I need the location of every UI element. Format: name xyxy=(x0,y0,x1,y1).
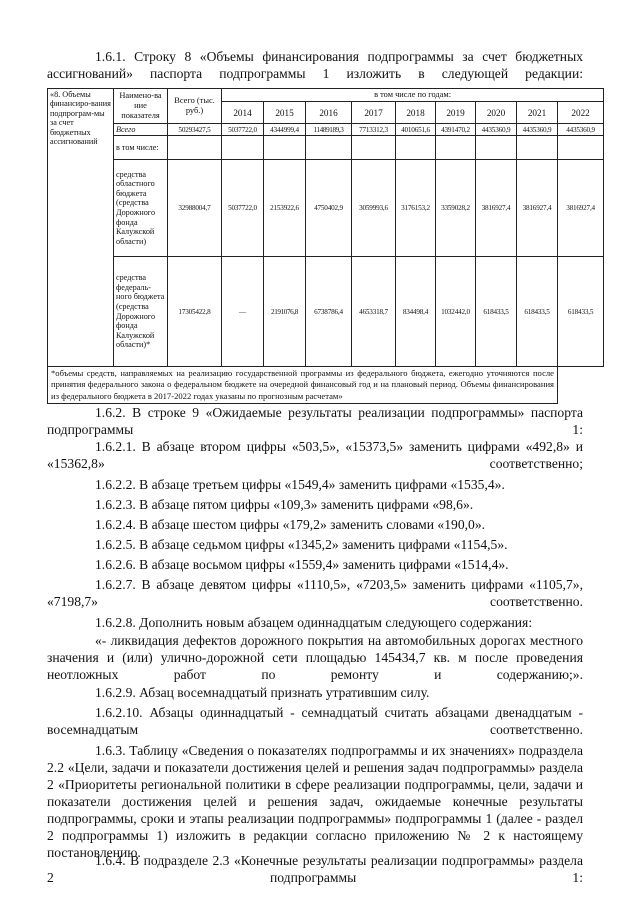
paragraph-1-6-3: 1.6.3. Таблицу «Сведения о показателях подпрограммы и их значениях» подраздела 2.2 «Цели, задачи и показатели достижения целей и решения задач подпрограммы» раздела 2 «Приоритеты региональной политики в сфере реализации подпрограммы, цели, задачи и показатели достижения целей и решения задач, ожидаемые конечные результаты подпрограммы, сроки и этапы реализации подпрограммы» подпрограммы 1 (далее - раздел 2 подпрограммы 1) изложить в редакции согласно приложению № 2 к настоящему постановлению. xyxy=(47,743,583,860)
paragraph-1-6-2-5: 1.6.2.5. В абзаце седьмом цифры «1345,2» заменить цифрами «1154,5». xyxy=(95,537,508,552)
paragraph-1-6-2-3: 1.6.2.3. В абзаце пятом цифры «109,3» заменить цифрами «98,6». xyxy=(95,497,474,512)
row-total-cell: 17305422,8 xyxy=(168,257,222,367)
year-header: 2015 xyxy=(264,102,306,124)
value-cell xyxy=(222,136,264,160)
value-cell: 3816927,4 xyxy=(517,160,558,257)
table-row-federal-budget xyxy=(48,257,604,367)
col-header-name: Наимено-ва ние показателя xyxy=(114,89,168,124)
value-cell xyxy=(264,136,306,160)
row-label-financing: «8. Объемы финансиро-вания подпрограм-мы за счет бюджетных ассигнований xyxy=(48,89,114,367)
year-header: 2019 xyxy=(436,102,476,124)
value-cell xyxy=(476,136,517,160)
value-cell xyxy=(436,136,476,160)
value-cell: 3359028,2 xyxy=(436,160,476,257)
value-cell: 4435360,9 xyxy=(517,124,558,136)
paragraph-1-6-2-1: 1.6.2.1. В абзаце втором цифры «503,5», «15373,5» заменить цифрами «492,8» и «15362,8» соответственно; xyxy=(47,439,583,471)
value-cell xyxy=(306,136,352,160)
paragraph-1-6-2: 1.6.2. В строке 9 «Ожидаемые результаты реализации подпрограммы» паспорта подпрограммы 1: xyxy=(47,405,583,437)
value-cell xyxy=(396,136,436,160)
year-header: 2022 xyxy=(558,102,604,124)
value-cell: 618433,5 xyxy=(517,257,558,367)
paragraph-1-6-1: 1.6.1. Строку 8 «Объемы финансирования подпрограммы за счет бюджетных ассигнований» паспорта подпрограммы 1 изложить в следующей редакции: xyxy=(47,49,583,81)
year-header: 2014 xyxy=(222,102,264,124)
paragraph-1-6-2-4: 1.6.2.4. В абзаце шестом цифры «179,2» заменить словами «190,0». xyxy=(95,517,486,532)
value-cell: 4435360,9 xyxy=(558,124,604,136)
paragraph-1-6-2-8: 1.6.2.8. Дополнить новым абзацем одиннадцатым следующего содержания: xyxy=(95,615,533,630)
value-cell: 2153922,6 xyxy=(264,160,306,257)
paragraph-1-6-2-9: 1.6.2.9. Абзац восемнадцатый признать утратившим силу. xyxy=(95,685,430,700)
paragraph-1-6-2-2: 1.6.2.2. В абзаце третьем цифры «1549,4» заменить цифрами «1535,4». xyxy=(95,477,505,492)
value-cell xyxy=(558,136,604,160)
value-cell: 1032442,0 xyxy=(436,257,476,367)
value-cell: 4750402,9 xyxy=(306,160,352,257)
value-cell: 618433,5 xyxy=(558,257,604,367)
value-cell: 834498,4 xyxy=(396,257,436,367)
row-name: средства областного бюджета (средства Дорожного фонда Калужской области) xyxy=(114,160,168,257)
value-cell: 4391470,2 xyxy=(436,124,476,136)
value-cell: 6738786,4 xyxy=(306,257,352,367)
table-footnote: *объемы средств, направляемых на реализацию государственной программы из федерального бюджета, ежегодно уточняются после принятия федерального закона о федеральном бюджете на очередной финансовый год и на плановый период. Объемы финансирования из федерального бюджета в 2017-2022 годах указаны по прогнозным расчетам» xyxy=(48,367,558,404)
table-row-including xyxy=(48,136,604,160)
value-cell: 3059993,6 xyxy=(352,160,396,257)
value-cell: — xyxy=(222,257,264,367)
value-cell xyxy=(517,136,558,160)
value-cell: 4435360,9 xyxy=(476,124,517,136)
value-cell: 5037722,0 xyxy=(222,160,264,257)
year-header: 2020 xyxy=(476,102,517,124)
table-row-regional-budget xyxy=(48,160,604,257)
year-header: 2017 xyxy=(352,102,396,124)
value-cell: 3816927,4 xyxy=(476,160,517,257)
value-cell: 3816927,4 xyxy=(558,160,604,257)
year-header: 2018 xyxy=(396,102,436,124)
paragraph-1-6-4: 1.6.4. В подразделе 2.3 «Конечные результаты реализации подпрограммы» раздела 2 подпрограммы 1: xyxy=(47,853,583,885)
table-row-total xyxy=(48,124,604,136)
financing-table xyxy=(47,88,604,404)
value-cell: 3176153,2 xyxy=(396,160,436,257)
value-cell: 7713312,3 xyxy=(352,124,396,136)
row-name: средства федераль-ного бюджета (средства Дорожного фонда Калужской области)* xyxy=(114,257,168,367)
row-total-cell: 50293427,5 xyxy=(168,124,222,136)
value-cell: 4344999,4 xyxy=(264,124,306,136)
col-header-total: Всего (тыс. руб.) xyxy=(168,89,222,124)
row-total-cell xyxy=(168,136,222,160)
paragraph-1-6-2-10: 1.6.2.10. Абзацы одиннадцатый - семнадцатый считать абзацами двенадцатым - восемнадцатым соответственно. xyxy=(47,705,583,737)
quoted-new-paragraph: «- ликвидация дефектов дорожного покрытия на автомобильных дорогах местного значения и (или) улично-дорожной сети площадью 145434,7 кв. м после проведения неотложных работ по ремонту и содержанию;». xyxy=(47,633,583,682)
year-header: 2021 xyxy=(517,102,558,124)
value-cell: 4010651,6 xyxy=(396,124,436,136)
value-cell: 5037722,0 xyxy=(222,124,264,136)
year-header: 2016 xyxy=(306,102,352,124)
row-name: в том числе: xyxy=(114,136,168,160)
value-cell: 2191076,8 xyxy=(264,257,306,367)
paragraph-1-6-2-7: 1.6.2.7. В абзаце девятом цифры «1110,5», «7203,5» заменить цифрами «1105,7», «7198,7» соответственно. xyxy=(47,577,583,609)
value-cell: 618433,5 xyxy=(476,257,517,367)
paragraph-1-6-2-6: 1.6.2.6. В абзаце восьмом цифры «1559,4» заменить цифрами «1514,4». xyxy=(95,557,509,572)
row-name: Всего xyxy=(114,124,168,136)
col-header-years-group: в том числе по годам: xyxy=(222,89,604,102)
value-cell: 11489189,3 xyxy=(306,124,352,136)
value-cell xyxy=(352,136,396,160)
value-cell: 4653318,7 xyxy=(352,257,396,367)
row-total-cell: 32988004,7 xyxy=(168,160,222,257)
